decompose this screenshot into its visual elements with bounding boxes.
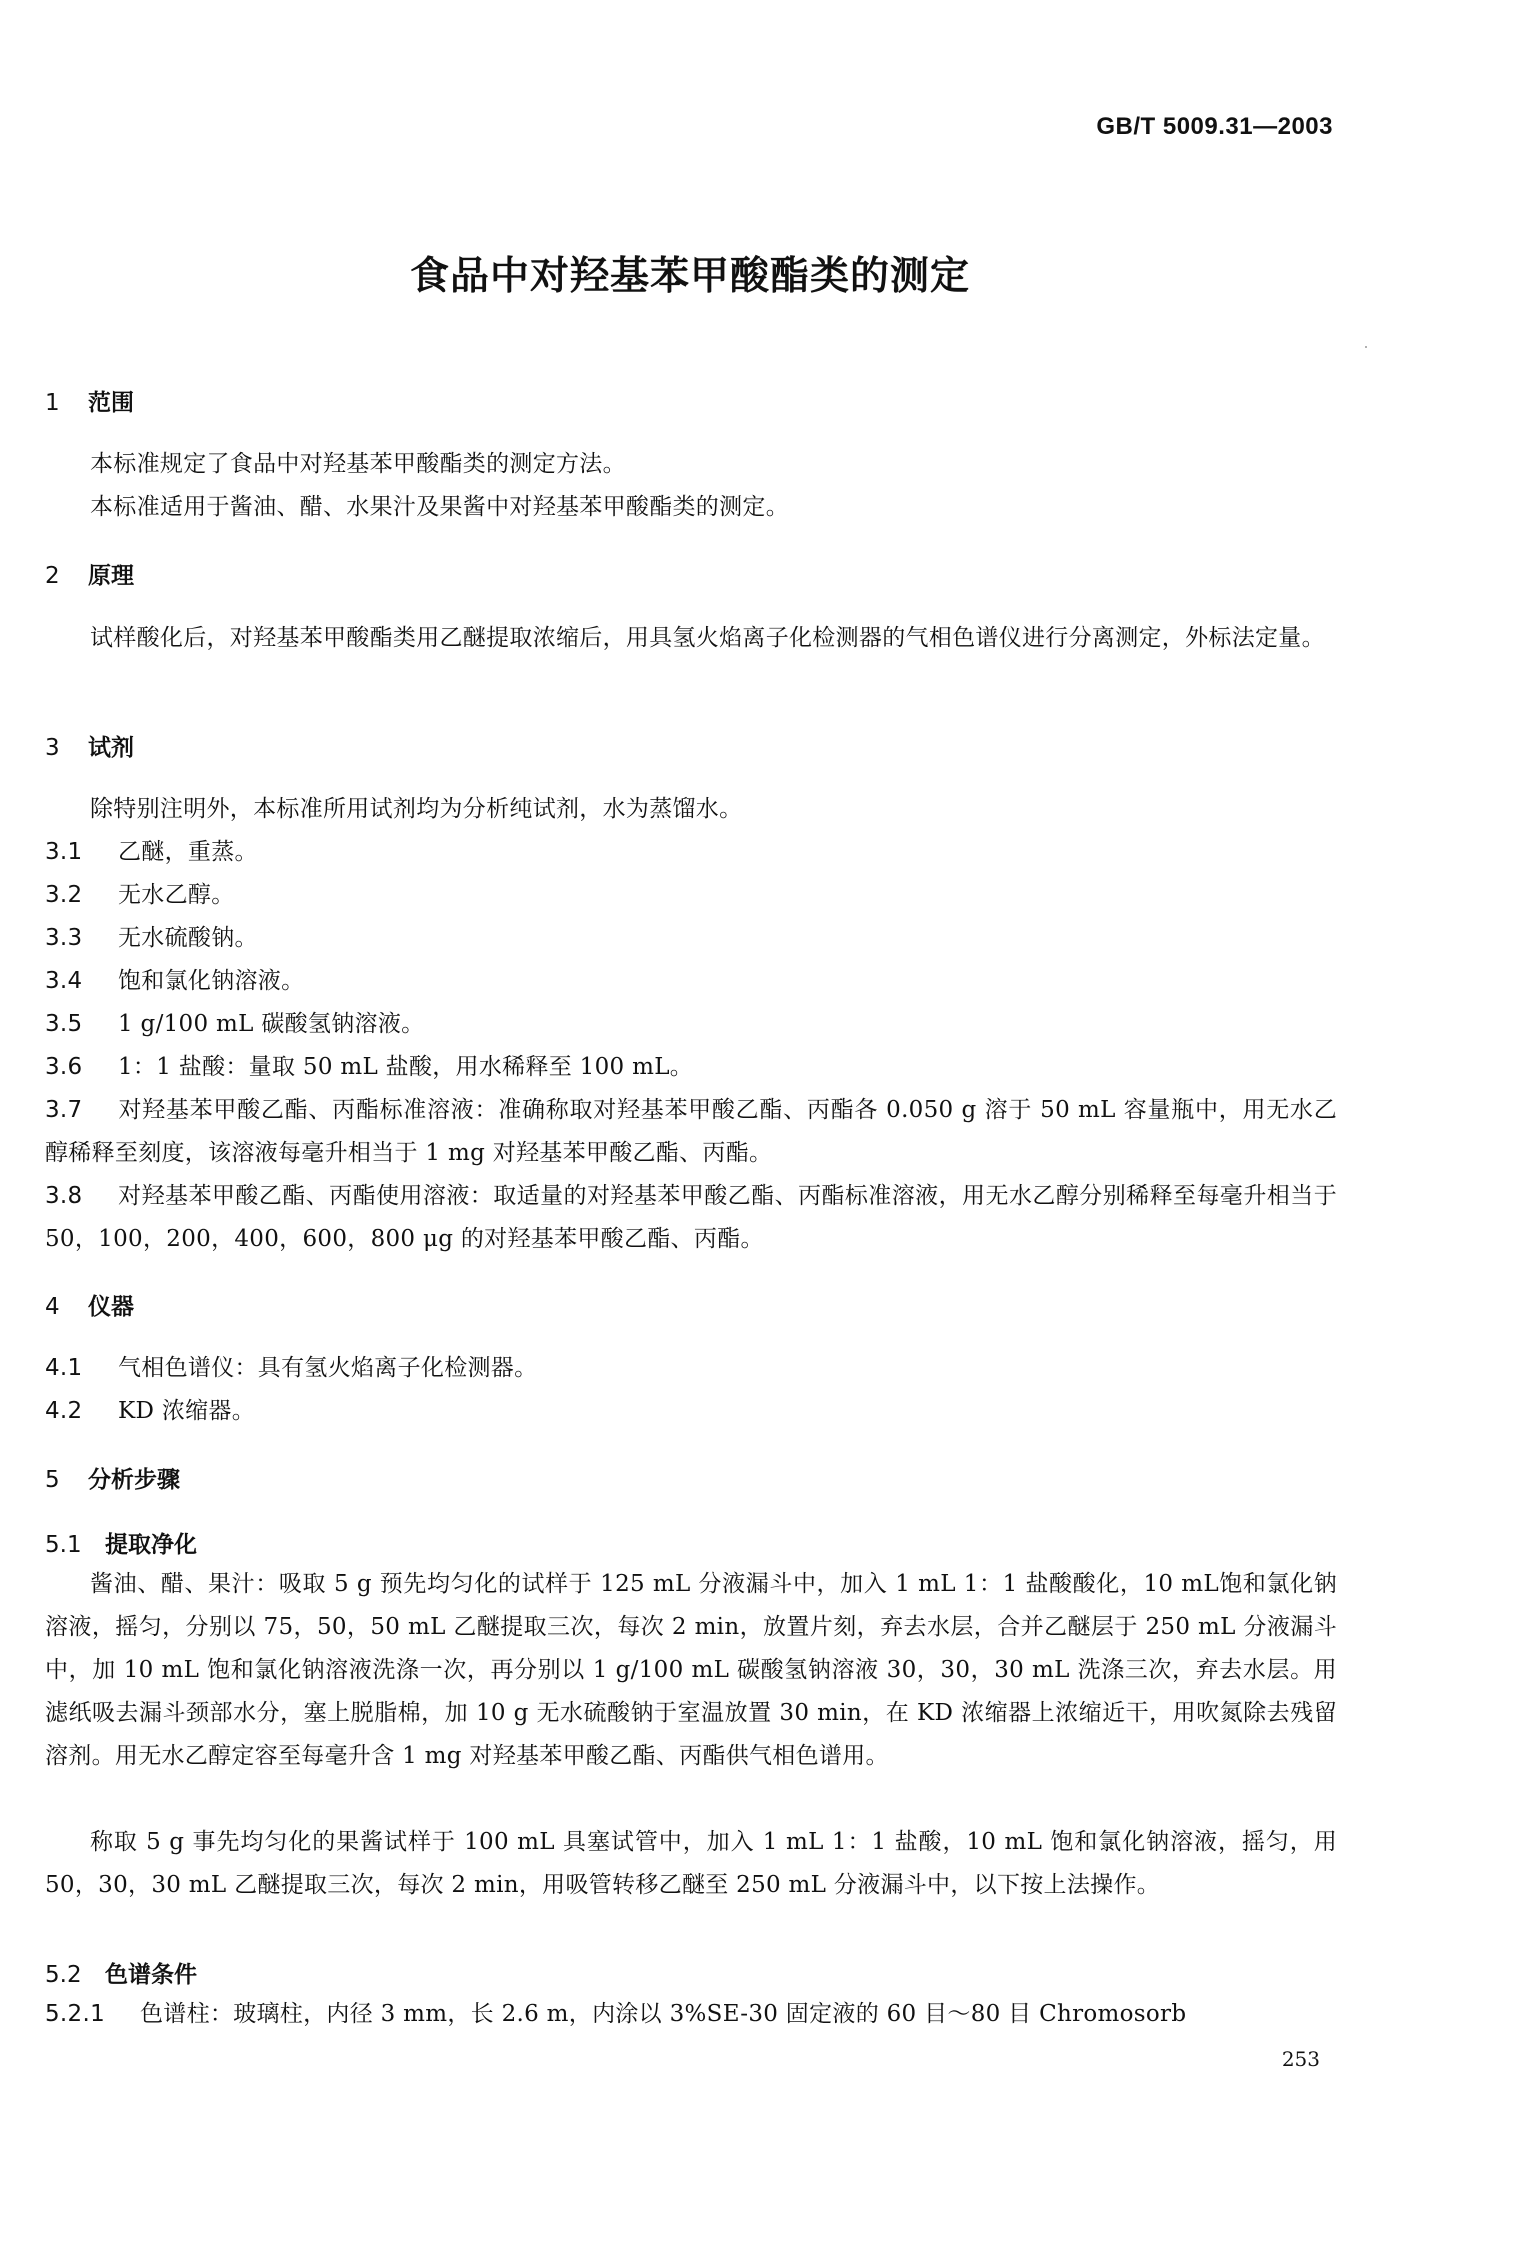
section-title: 仪器: [88, 1294, 134, 1320]
subsection-5-2-heading: [45, 1956, 197, 1989]
item-text: 1 g/100 mL 碳酸氢钠溶液。: [118, 1011, 425, 1037]
list-item: [45, 1003, 1337, 1046]
section-number: 3: [45, 735, 60, 761]
section-1-heading: [45, 384, 134, 417]
item-number: 3.5: [45, 1011, 83, 1037]
list-item: [45, 1390, 1337, 1433]
list-item: [45, 1046, 1337, 1089]
list-item: [45, 1347, 1337, 1390]
section-number: 5: [45, 1467, 60, 1493]
standard-number: GB/T 5009.31—2003: [1096, 113, 1333, 140]
section-title: 范围: [88, 390, 134, 416]
page-title: 食品中对羟基苯甲酸酯类的测定: [409, 254, 970, 299]
item-text: 1：1 盐酸：量取 50 mL 盐酸，用水稀释至 100 mL。: [118, 1054, 694, 1080]
paragraph: 称取 5 g 事先均匀化的果酱试样于 100 mL 具塞试管中，加入 1 mL 1：1 盐酸，10 mL 饱和氯化钠溶液，摇匀，用 50，30，30 mL 乙醚提取三次，每次 2 min，用吸管转移乙醚至 250 mL 分液漏斗中，以下按上法操作。: [45, 1829, 1337, 1898]
item-number: 4.1: [45, 1355, 83, 1381]
item-text: 气相色谱仪：具有氢火焰离子化检测器。: [118, 1355, 538, 1381]
list-item: [45, 1089, 1337, 1175]
section-3-heading: [45, 729, 134, 762]
list-item: [45, 1175, 1337, 1261]
item-number: 3.8: [45, 1183, 83, 1209]
item-text: 对羟基苯甲酸乙酯、丙酯标准溶液：准确称取对羟基苯甲酸乙酯、丙酯各 0.050 g 溶于 50 mL 容量瓶中，用无水乙醇稀释至刻度，该溶液每毫升相当于 1 mg 对羟基苯甲酸乙酯、丙酯。: [45, 1097, 1337, 1166]
section-title: 分析步骤: [88, 1467, 180, 1493]
item-number: 3.6: [45, 1054, 83, 1080]
item-number: 4.2: [45, 1398, 83, 1424]
page-number: 253: [1281, 2047, 1320, 2071]
section-number: 5.2: [45, 1962, 82, 1988]
item-text: 饱和氯化钠溶液。: [118, 968, 305, 994]
item-text: KD 浓缩器。: [118, 1398, 256, 1424]
item-number: 5.2.1: [45, 2001, 106, 2027]
section-2-heading: [45, 557, 134, 590]
paragraph: 试样酸化后，对羟基苯甲酸酯类用乙醚提取浓缩后，用具氢火焰离子化检测器的气相色谱仪进行分离测定，外标法定量。: [90, 625, 1325, 651]
item-text: 乙醚，重蒸。: [118, 839, 258, 865]
paragraph: 酱油、醋、果汁：吸取 5 g 预先均匀化的试样于 125 mL 分液漏斗中，加入 1 mL 1：1 盐酸酸化，10 mL饱和氯化钠溶液，摇匀，分别以 75，50，50 mL 乙醚提取三次，每次 2 min，放置片刻，弃去水层，合并乙醚层于 250 mL 分液漏斗中，加 10 mL 饱和氯化钠溶液洗涤一次，再分别以 1 g/100 mL 碳酸氢钠溶液 30，30，30 mL 洗涤三次，弃去水层。用滤纸吸去漏斗颈部水分，塞上脱脂棉，加 10 g 无水硫酸钠于室温放置 30 min，在 KD 浓缩器上浓缩近干，用吹氮除去残留溶剂。用无水乙醇定容至每毫升含 1 mg 对羟基苯甲酸乙酯、丙酯供气相色谱用。: [45, 1571, 1337, 1769]
item-number: 3.2: [45, 882, 83, 908]
section-title: 原理: [88, 563, 134, 589]
section-title: 色谱条件: [105, 1962, 197, 1988]
paragraph: 本标准规定了食品中对羟基苯甲酸酯类的测定方法。: [90, 451, 626, 477]
section-title: 试剂: [88, 735, 134, 761]
list-item: [45, 831, 1337, 874]
list-item: [45, 1993, 1337, 2036]
item-number: 3.3: [45, 925, 83, 951]
list-item: [45, 960, 1337, 1003]
item-text: 色谱柱：玻璃柱，内径 3 mm，长 2.6 m，内涂以 3%SE-30 固定液的 60 目～80 目 Chromosorb: [140, 2001, 1187, 2027]
scan-speck: [1365, 346, 1367, 348]
section-4-heading: [45, 1288, 134, 1321]
section-number: 1: [45, 390, 60, 416]
item-number: 3.4: [45, 968, 83, 994]
section-number: 2: [45, 563, 60, 589]
item-text: 对羟基苯甲酸乙酯、丙酯使用溶液：取适量的对羟基苯甲酸乙酯、丙酯标准溶液，用无水乙醇分别稀释至每毫升相当于 50，100，200，400，600，800 μg 的对羟基苯甲酸乙酯、丙酯。: [45, 1183, 1337, 1252]
list-item: [45, 874, 1337, 917]
section-number: 4: [45, 1294, 60, 1320]
paragraph: 本标准适用于酱油、醋、水果汁及果酱中对羟基苯甲酸酯类的测定。: [90, 494, 789, 520]
paragraph: 除特别注明外，本标准所用试剂均为分析纯试剂，水为蒸馏水。: [90, 796, 743, 822]
section-5-heading: [45, 1461, 180, 1494]
section-number: 5.1: [45, 1532, 82, 1558]
section-title: 提取净化: [105, 1532, 197, 1558]
item-number: 3.1: [45, 839, 83, 865]
item-text: 无水硫酸钠。: [118, 925, 258, 951]
item-text: 无水乙醇。: [118, 882, 235, 908]
item-number: 3.7: [45, 1097, 83, 1123]
list-item: [45, 917, 1337, 960]
subsection-5-1-heading: [45, 1526, 197, 1559]
